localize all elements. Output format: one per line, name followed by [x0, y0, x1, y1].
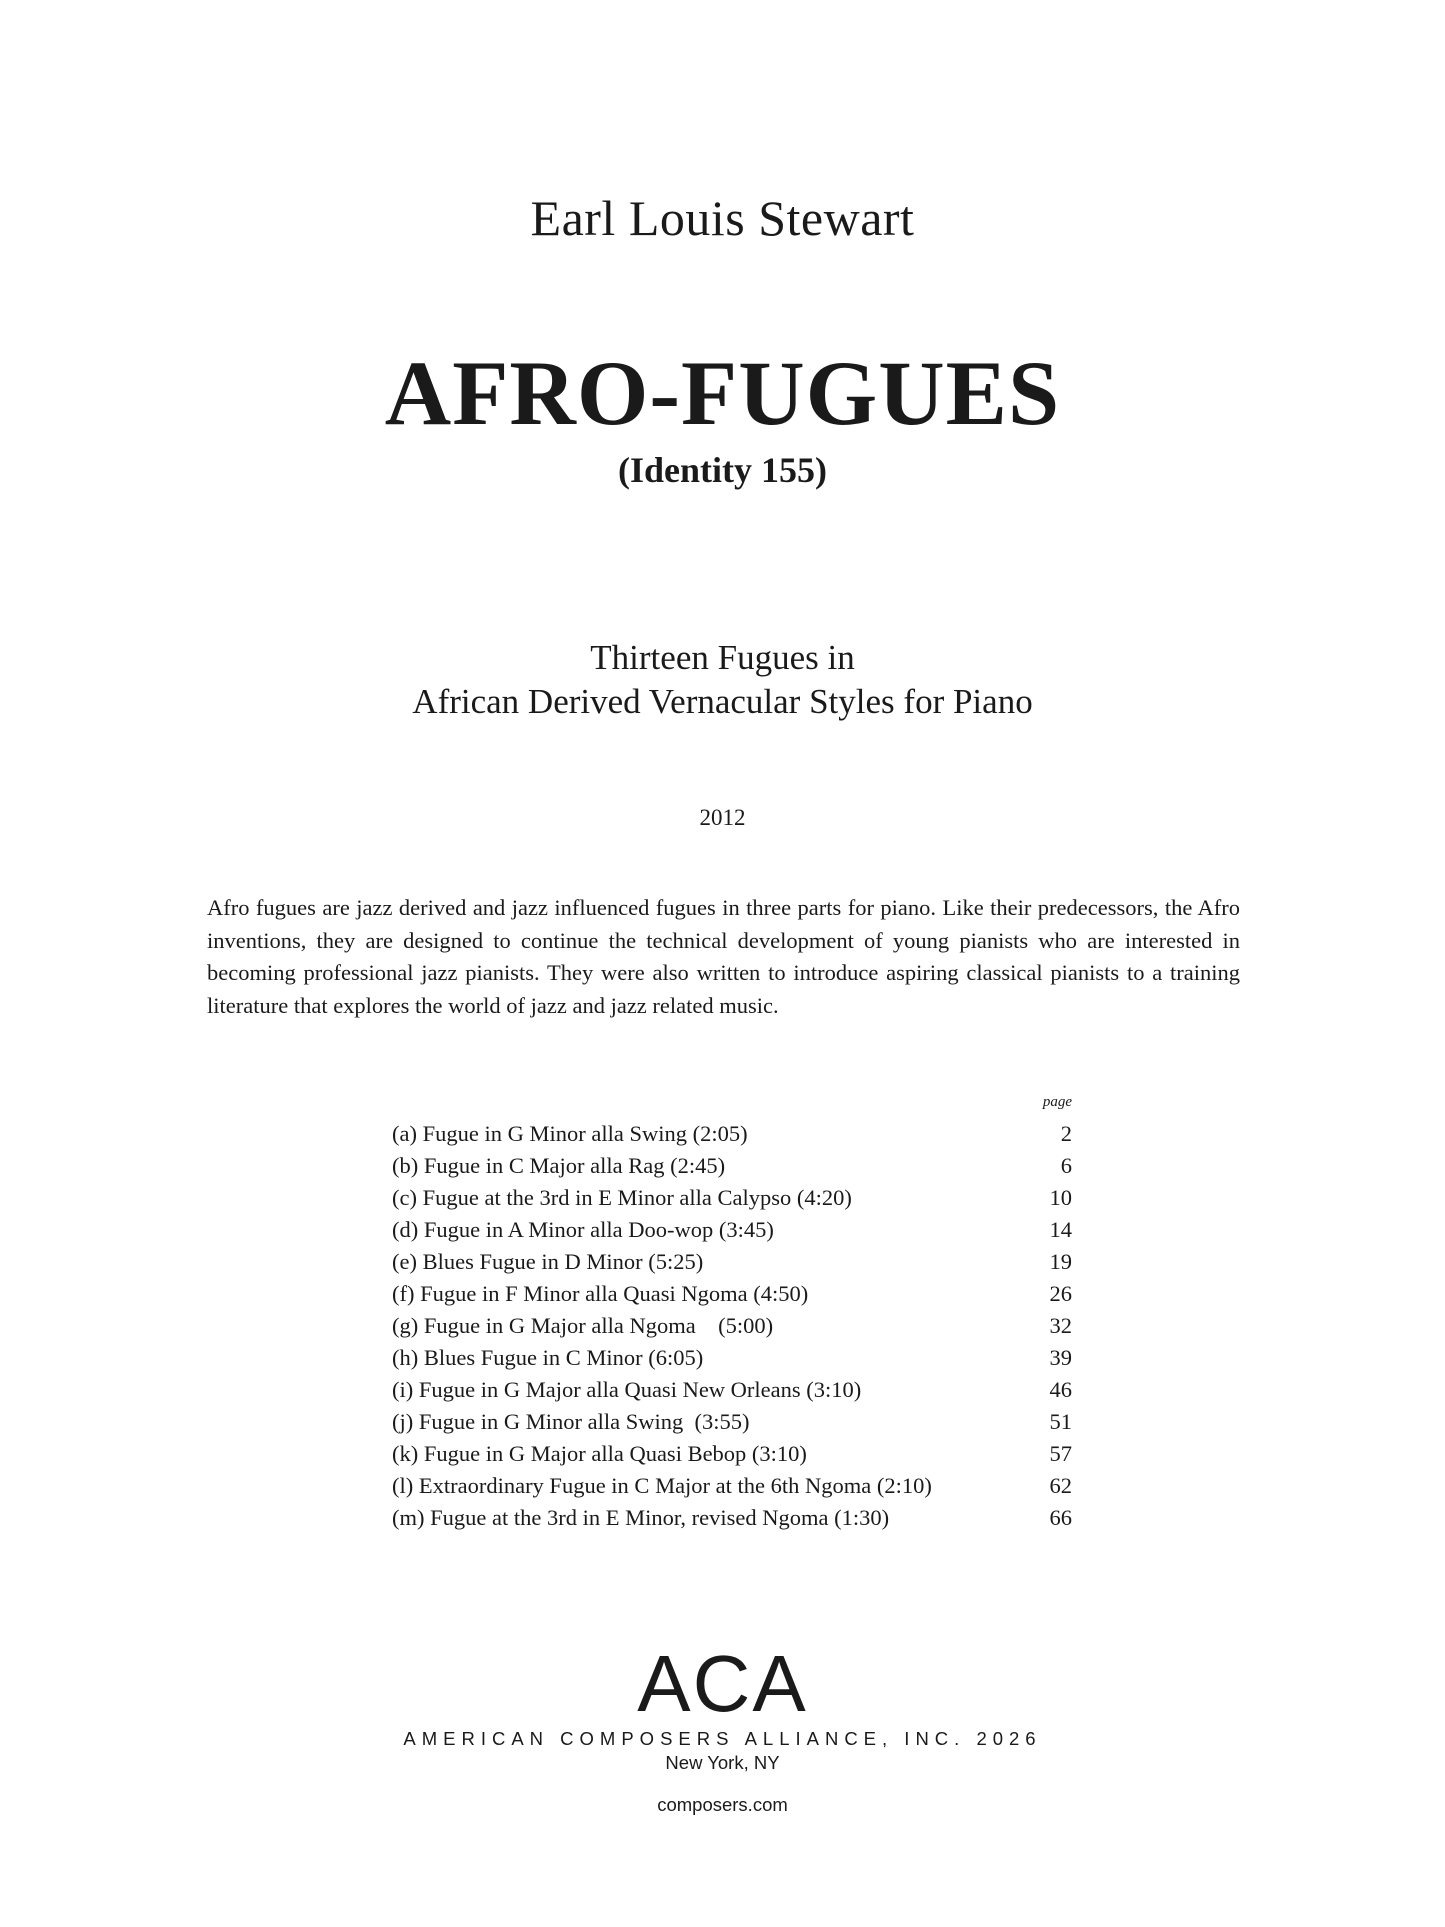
toc-entry-page: 26: [1049, 1281, 1072, 1306]
toc-entry-title: (a) Fugue in G Minor alla Swing (2:05): [392, 1121, 748, 1146]
toc-entry: [392, 1438, 1072, 1470]
composer-name: Earl Louis Stewart: [530, 190, 915, 246]
toc-entry-page: 19: [1049, 1249, 1072, 1274]
toc-entry: [392, 1214, 1072, 1246]
toc-entry: [392, 1310, 1072, 1342]
toc-entry-title: (l) Extraordinary Fugue in C Major at the 6th Ngoma (2:10): [392, 1473, 932, 1498]
toc-entry-title: (c) Fugue at the 3rd in E Minor alla Calypso (4:20): [392, 1185, 852, 1210]
toc-entry: [392, 1150, 1072, 1182]
toc-entry-title: (k) Fugue in G Major alla Quasi Bebop (3:10): [392, 1441, 807, 1466]
toc-entry: [392, 1470, 1072, 1502]
toc-entry-title: (i) Fugue in G Major alla Quasi New Orleans (3:10): [392, 1377, 862, 1402]
toc-entry-title: (h) Blues Fugue in C Minor (6:05): [392, 1345, 704, 1370]
publisher-website: composers.com: [657, 1794, 788, 1815]
toc-entry: [392, 1374, 1072, 1406]
toc-entry-page: 62: [1049, 1473, 1072, 1498]
toc-entry: [392, 1278, 1072, 1310]
toc-entry-page: 6: [1060, 1153, 1072, 1178]
toc-entry-page: 2: [1060, 1121, 1072, 1146]
toc-entry-page: 39: [1049, 1345, 1072, 1370]
toc-entry-page: 10: [1049, 1185, 1072, 1210]
toc-entry-title: (f) Fugue in F Minor alla Quasi Ngoma (4:50): [392, 1281, 809, 1306]
subtitle-line-1: Thirteen Fugues in: [590, 638, 855, 677]
toc-entry-title: (j) Fugue in G Minor alla Swing (3:55): [392, 1409, 750, 1434]
toc-page-header: page: [1042, 1094, 1072, 1110]
toc-entry-page: 32: [1049, 1313, 1072, 1338]
toc-entry-title: (b) Fugue in C Major alla Rag (2:45): [392, 1153, 726, 1178]
toc-entry: [392, 1342, 1072, 1374]
toc-entry-page: 14: [1049, 1217, 1072, 1242]
publisher-name: AMERICAN COMPOSERS ALLIANCE, INC. 2026: [403, 1728, 1042, 1749]
publisher-logo: ACA: [637, 1639, 808, 1728]
toc-entry: [392, 1406, 1072, 1438]
work-title: AFRO-FUGUES: [384, 342, 1061, 444]
toc-entry-page: 51: [1049, 1409, 1072, 1434]
composition-year: 2012: [699, 805, 746, 830]
intro-paragraph: Afro fugues are jazz derived and jazz influenced fugues in three parts for piano. Like their predecessors, the Afro inventions, they are designed to continue the technical development of young pianists who are interested in becoming professional jazz pianists. They were also written to introduce aspiring classical pianists to a training literature that explores the world of jazz and jazz related music.: [207, 895, 1240, 1018]
publisher-city: New York, NY: [665, 1752, 780, 1773]
toc-entry-title: (g) Fugue in G Major alla Ngoma (5:00): [392, 1313, 774, 1338]
toc-entry: [392, 1502, 1072, 1534]
toc-entry-page: 57: [1049, 1441, 1072, 1466]
toc-entry: [392, 1118, 1072, 1150]
toc-entry-page: 66: [1049, 1505, 1072, 1530]
opus-identity: (Identity 155): [618, 450, 827, 490]
toc-entry-title: (m) Fugue at the 3rd in E Minor, revised Ngoma (1:30): [392, 1505, 890, 1530]
subtitle-line-2: African Derived Vernacular Styles for Piano: [412, 682, 1033, 721]
toc-entry-title: (e) Blues Fugue in D Minor (5:25): [392, 1249, 704, 1274]
toc-entry-page: 46: [1049, 1377, 1072, 1402]
toc-entry: [392, 1182, 1072, 1214]
toc-entry-title: (d) Fugue in A Minor alla Doo-wop (3:45): [392, 1217, 774, 1242]
table-of-contents: [392, 1092, 1072, 1534]
toc-entry: [392, 1246, 1072, 1278]
